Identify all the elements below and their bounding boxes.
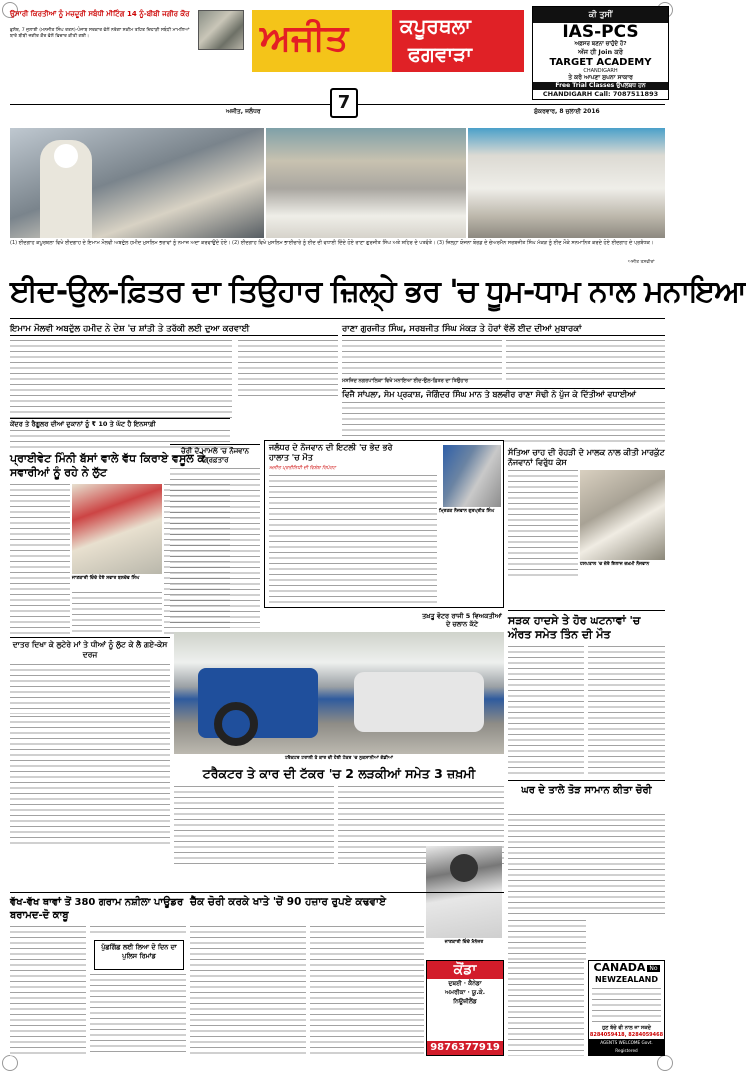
sub-headline-left-bar: [10, 322, 338, 336]
jalandhar-byline: ਅਜੀਤ ਪ੍ਰਤੀਨਿਧੀ ਦੀ ਵਿਸ਼ੇਸ਼ ਰਿਪੋਰਟ: [269, 466, 336, 471]
body-text-column: [238, 340, 338, 400]
hospital-headline: ਸੱਤਿਆ ਚਾਹ ਦੀ ਰੇਹੜੀ ਦੇ ਮਾਲਕ ਨਾਲ ਕੀਤੀ ਮਾਰਕੁੱਟ ਨੌਜਵਾਨਾਂ ਵਿਰੁੱਧ ਕੇਸ: [508, 448, 665, 467]
bus-headline: ਪ੍ਰਾਈਵੇਟ ਮਿੰਨੀ ਬੱਸਾਂ ਵਾਲੇ ਵੱਧ ਕਿਰਾਏ ਵਸੂਲ ਕੇ ਸਵਾਰੀਆਂ ਨੂੰ ਰਹੇ ਨੇ ਲੁੱਟ: [10, 452, 206, 479]
body-text-column: [508, 920, 586, 960]
police-headline: ਪੁੱਛਗਿੱਛ ਲਈ ਲਿਆ ਦੋ ਦਿਨ ਦਾ ਪੁਲਿਸ ਰਿਮਾਂਡ: [101, 943, 177, 960]
ad-line: ਨਿਊਜ਼ੀਲੈਂਡ: [453, 998, 477, 1005]
body-text-column: [10, 484, 70, 634]
masthead-city-1: ਕਪੂਰਥਲਾ: [400, 14, 471, 38]
edition-label: ਅਜੀਤ, ਜਲੰਧਰ: [226, 108, 261, 115]
body-text-column: [506, 340, 665, 380]
konda-ad: [426, 960, 504, 1056]
photo-credit: ਅਜੀਤ ਤਸਵੀਰਾਂ: [628, 260, 655, 265]
cheque-headline: ਚੈੱਕ ਚੋਰੀ ਕਰਕੇ ਖਾਤੇ 'ਚੋਂ 90 ਹਜ਼ਾਰ ਰੁਪਏ ਕਢਵਾਏ: [190, 896, 386, 908]
registration-mark: [657, 1055, 673, 1071]
section-rule: [508, 610, 665, 611]
top-left-story: [10, 10, 248, 68]
wheel-shape: [214, 702, 258, 746]
ias-pcs-ad: [532, 6, 669, 100]
body-text-column: [508, 646, 584, 776]
section-rule: [10, 637, 170, 638]
ad-line-1: ਕੀ ਤੁਸੀਂ: [533, 7, 668, 23]
portrait-photo: [198, 10, 244, 50]
ad-tagline: ਤੇ ਕਰੋ ਆਪਣਾ ਸੁਪਨਾ ਸਾਕਾਰ: [568, 74, 633, 81]
masthead-city-2: ਫਗਵਾੜਾ: [408, 42, 472, 66]
ad-city: CHANDIGARH: [583, 68, 618, 74]
body-text-column: [588, 646, 665, 776]
body-text-column: [10, 926, 86, 1056]
figure-head: [54, 144, 78, 168]
body-text-column: [10, 716, 170, 846]
car-shape: [354, 672, 484, 732]
body-text-column: [342, 340, 502, 380]
ad-line-1: CANADA: [593, 961, 646, 974]
ad-footer: AGENTS WELCOME Govt. Registered: [589, 1039, 664, 1055]
main-headline: ਈਦ-ਉਲ-ਫ਼ਿਤਰ ਦਾ ਤਿਉਹਾਰ ਜ਼ਿਲ੍ਹੇ ਭਰ 'ਚ ਧੂਮ-ਧਾਮ ਨਾਲ ਮਨਾਇਆ: [10, 274, 746, 309]
ad-line-2: No: [649, 964, 658, 972]
turban-shape: [450, 854, 478, 882]
ad-body: [592, 988, 661, 1022]
jalandhar-headline: ਜਲੰਧਰ ਦੇ ਨੌਜਵਾਨ ਦੀ ਇਟਲੀ 'ਚ ਭੇਦ ਭਰੇ ਹਾਲਾਤ 'ਚ ਮੌਤ: [269, 443, 393, 462]
body-text-column: [10, 340, 232, 418]
ad-line-4: ਅੱਜ ਹੀ Join ਕਰੋ: [578, 48, 623, 56]
photo-imam-prayer: [10, 128, 264, 238]
body-text-column: [508, 814, 665, 918]
wall-headline: ਦਾਤਰ ਦਿਖਾ ਕੇ ਲੁਟੇਰੇ ਮਾਂ ਤੇ ਧੀਆਂ ਨੂੰ ਲੁੱਟ ਕੇ ਲੈ ਗਏ-ਕੇਸ ਦਰਜ: [12, 640, 168, 659]
body-text-column: [190, 926, 306, 1056]
sub-headline-right-bar: [342, 322, 665, 336]
police-remand-box: [94, 940, 184, 970]
mid-small-headline: ਮਸਜਿਦ ਨਗਰਪਾਲਿਕਾ ਵਿਖੇ ਮਨਾਇਆ ਈਦ-ਉਲ-ਫ਼ਿਤਰ ਦਾ ਤਿਉਹਾਰ: [342, 378, 469, 384]
photo-hospital: [580, 470, 665, 560]
body-text-column: [170, 468, 260, 628]
photo-eid-crowd: [266, 128, 466, 238]
photo-felicitation: [468, 128, 665, 238]
ad-line-2: IAS-PCS: [562, 22, 639, 42]
ad-line-4: ਹੁਣ ਬੱਚੇ ਵੀ ਨਾਲ ਜਾ ਸਕਦੇ: [602, 1025, 651, 1031]
body-text-column: [508, 470, 578, 580]
body-text-column: [90, 926, 186, 936]
body-text-column: [72, 592, 162, 634]
ad-line-3: ਅਫ਼ਸਰ ਬਣਨਾ ਚਾਹੁੰਦੇ ਹੋ?: [574, 41, 627, 47]
theft-headline: ਘਰ ਦੇ ਤਾਲੇ ਤੋੜ ਸਾਮਾਨ ਕੀਤਾ ਚੋਰੀ: [508, 780, 665, 797]
jalandhar-story-box: [264, 440, 504, 608]
ad-line: ਦੁਬਈ · ਕੈਨੇਡਾ: [448, 980, 482, 987]
tractor-photo-caption: ਟਰੈਕਟਰ ਟਰਾਲੀ ਤੇ ਕਾਰ ਦੀ ਹੋਈ ਟੱਕਰ 'ਚ ਨੁਕਸਾਨੀਆਂ ਗੱਡੀਆਂ: [284, 756, 394, 761]
sub-headline-right: ਰਾਣਾ ਗੁਰਜੀਤ ਸਿੰਘ, ਸਰਬਜੀਤ ਸਿੰਘ ਮੱਕੜ ਤੇ ਹੋਰਾਂ ਵੱਲੋਂ ਈਦ ਦੀਆਂ ਮੁਬਾਰਕਾਂ: [342, 324, 582, 334]
votes-headline: ਤਖ਼ਤੂ ਵੋਟਰ ਰਾਜੀ 5 ਵਿਅਕਤੀਆਂ ਦੇ ਚਲਾਨ ਕੱਟੇ: [422, 612, 502, 628]
canada-nz-ad: [588, 960, 665, 1056]
ad-line-3: NEWZEALAND: [594, 975, 659, 984]
registration-mark: [2, 1055, 18, 1071]
page-number: 7: [330, 88, 358, 118]
body-text-column: [90, 974, 186, 1056]
ad-phone: 9876377919: [427, 1041, 503, 1055]
body-text-column: [174, 786, 334, 866]
photo-tractor-accident: [174, 632, 504, 754]
person-caption: ਜਾਣਕਾਰੀ ਦਿੰਦੇ ਮੈਨੇਜਰ: [444, 940, 484, 945]
story-text: ਭੁਲੱਥ, 7 ਜੁਲਾਈ (ਮਨਜੀਤ ਸਿੰਘ ਰਤਨ)-ਪੰਜਾਬ ਸਰਕਾਰ ਵੱਲੋਂ ਨਰੇਗਾ ਸਕੀਮ ਤਹਿਤ ਦਿਹਾੜੀ ਸਬੰਧੀ ਮਾਮਲਿਆਂ ਬਾਰੇ ਬੀਬੀ ਜਗੀਰ ਕੌਰ ਵੱਲੋਂ ਵਿਚਾਰ ਕੀਤੀ ਗਈ।: [10, 28, 190, 39]
date-label: ਸ਼ੁੱਕਰਵਾਰ, 8 ਜੁਲਾਈ 2016: [534, 108, 600, 115]
bus-subheadline: ਕੇਂਦਰ ਤੇ ਰੈਗੂਲਰ ਦੀਆਂ ਦੁਕਾਨਾਂ ਨੂੰ ₹ 10 ਤੇ ਘੱਟ ਹੈ ਇਨਸਾਫ਼ੀ: [10, 420, 156, 428]
ad-contact: CHANDIGARH Call: 7087511893: [542, 90, 659, 98]
body-text-column: [10, 664, 170, 714]
chori-headline: ਚੋਰੀ ਦੇ ਮਾਮਲੇ 'ਚ ਨੌਜਵਾਨ ਗ੍ਰਿਫ਼ਤਾਰ: [170, 444, 260, 465]
ad-brand: ਕੋਂਡਾ: [427, 961, 503, 979]
section-rule: [10, 892, 504, 893]
sub-headline-left: ਇਮਾਮ ਮੌਲਵੀ ਅਬਦੁੱਲ ਹਮੀਦ ਨੇ ਦੇਸ਼ 'ਚ ਸ਼ਾਂਤੀ ਤੇ ਤਰੱਕੀ ਲਈ ਦੁਆ ਕਰਵਾਈ: [10, 324, 250, 334]
bus-photo-caption: ਜਾਣਕਾਰੀ ਦਿੰਦੇ ਹੋਏ ਸਵਾਰ ਬਲਦੇਵ ਸਿੰਘ: [72, 576, 140, 581]
masthead-brand: ਅਜੀਤ: [260, 17, 349, 59]
story-headline: ਉਸਾਰੀ ਕਿਰਤੀਆਂ ਨੂੰ ਮਜ਼ਦੂਰੀ ਸਬੰਧੀ ਮੀਟਿੰਗ 14 ਨੂੰ-ਬੀਬੀ ਜਗੀਰ ਕੌਰ: [10, 10, 190, 18]
right-inner-headline: ਵਿਜੈ ਸਾਂਪਲਾ, ਸੋਮ ਪ੍ਰਕਾਸ਼, ਜੋਗਿੰਦਰ ਸਿੰਘ ਮਾਨ ਤੇ ਬਲਵੀਰ ਰਾਣਾ ਸੋਢੀ ਨੇ ਪੁੱਜ ਕੇ ਦਿੱਤੀਆਂ ਵਧਾਈਆਂ: [342, 388, 665, 400]
hospital-photo-caption: ਹਸਪਤਾਲ 'ਚ ਜ਼ੇਰੇ ਇਲਾਜ ਜ਼ਖ਼ਮੀ ਨੌਜਵਾਨ: [580, 562, 650, 567]
section-rule: [10, 418, 230, 419]
photo-bus-passenger: [72, 484, 162, 574]
photo-deceased-youth: [443, 445, 501, 507]
body-text-column: [508, 962, 584, 1056]
ad-line: ਅਮਰੀਕਾ · ਯੂ.ਕੇ.: [445, 989, 485, 996]
masthead: [252, 10, 524, 72]
drugs-headline: ਵੱਖ-ਵੱਖ ਥਾਵਾਂ ਤੋਂ 380 ਗਰਾਮ ਨਸ਼ੀਲਾ ਪਾਊਡਰ ਬਰਾਮਦ-ਦੋ ਕਾਬੂ: [10, 897, 184, 921]
accident-headline: ਸੜਕ ਹਾਦਸੇ ਤੇ ਹੋਰ ਘਟਨਾਵਾਂ 'ਚ ਔਰਤ ਸਮੇਤ ਤਿੰਨ ਦੀ ਮੌਤ: [508, 614, 641, 641]
ad-offer: Free Trial Classes ਉਪਲਬਧ ਹਨ: [533, 82, 668, 90]
jalandhar-photo-caption: ਮ੍ਰਿਤਕ ਨੌਜਵਾਨ ਗੁਰਪ੍ਰੀਤ ਸਿੰਘ: [439, 509, 495, 514]
ad-name: TARGET ACADEMY: [549, 57, 652, 68]
headline-rule: [10, 318, 665, 319]
photo-caption: (1) ਈਦਗਾਹ ਕਪੂਰਥਲਾ ਵਿਖੇ ਈਦਗਾਹ ਦੇ ਇਮਾਮ ਮੌਲਵੀ ਅਬਦੁੱਲ ਹਮੀਦ ਮੁਸਲਿਮ ਭਰਾਵਾਂ ਨੂੰ ਨਮਾਜ਼ ਅਦਾ ਕਰਵਾਉਂਦੇ ਹੋਏ। (2) ਈਦਗਾਹ ਵਿਖੇ ਮੁਸਲਿਮ ਭਾਈਚਾਰੇ ਨੂੰ ਈਦ ਦੀ ਵਧਾਈ ਦਿੰਦੇ ਹੋਏ ਰਾਣਾ ਗੁਰਜੀਤ ਸਿੰਘ ਅਤੇ ਸ਼ਹਿਰ ਦੇ ਪਤਵੰਤੇ। (3) ਜ਼ਿਲ੍ਹਾ ਯੋਜਨਾ ਬੋਰਡ ਦੇ ਚੇਅਰਮੈਨ ਸਰਬਜੀਤ ਸਿੰਘ ਮੱਕੜ ਨੂੰ ਈਦ ਮੌਕੇ ਸਨਮਾਨਿਤ ਕਰਦੇ ਹੋਏ ਈਦਗਾਹ ਦੇ ਪ੍ਰਬੰਧਕ।: [10, 240, 654, 246]
tractor-headline: ਟਰੈਕਟਰ ਤੇ ਕਾਰ ਦੀ ਟੱਕਰ 'ਚ 2 ਲੜਕੀਆਂ ਸਮੇਤ 3 ਜ਼ਖ਼ਮੀ: [202, 766, 476, 781]
ad-phones: 8284059418, 8284059468: [589, 1032, 664, 1038]
body-text-column: [310, 926, 424, 1056]
body-text-column: [269, 475, 437, 605]
